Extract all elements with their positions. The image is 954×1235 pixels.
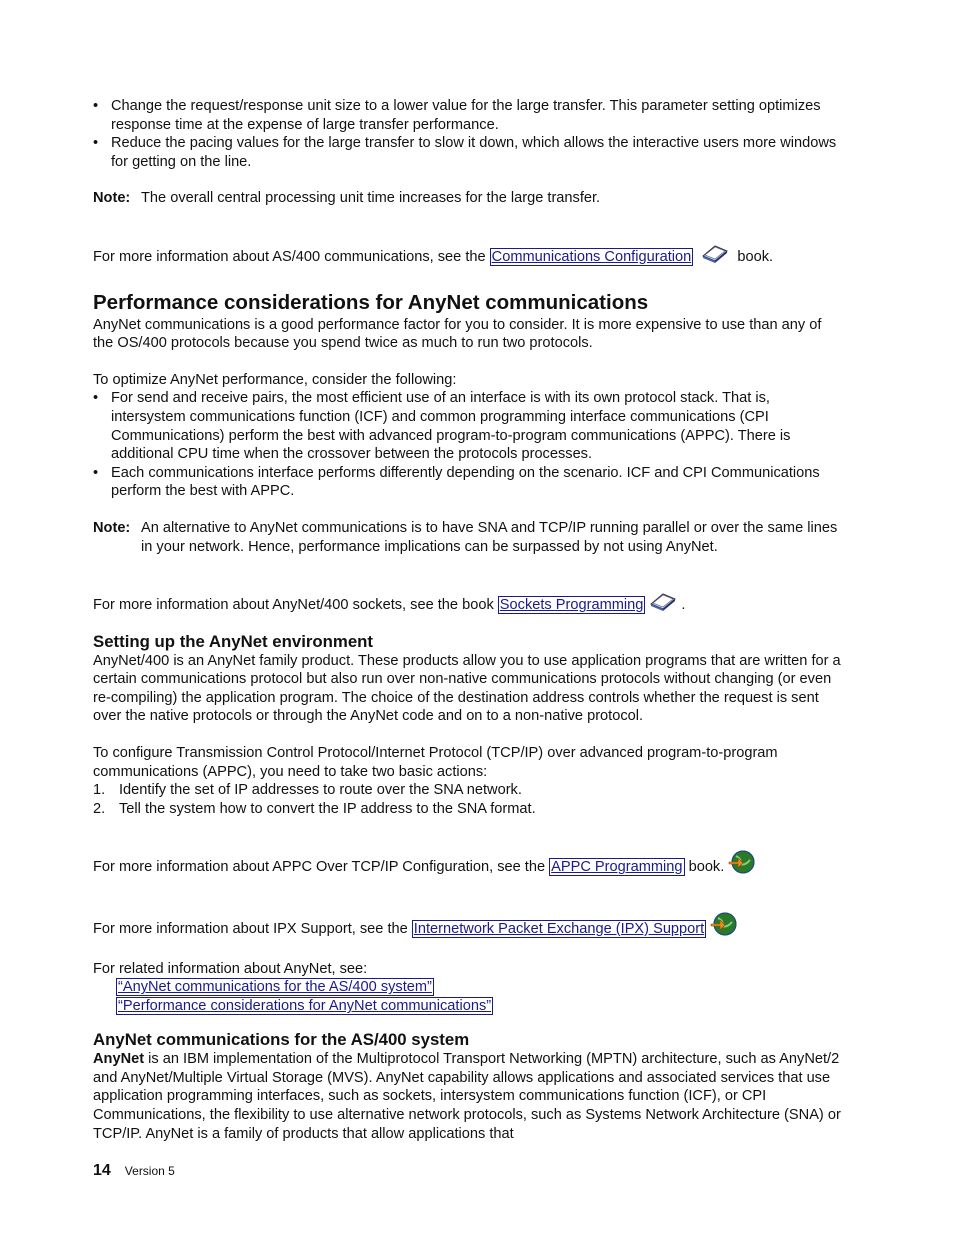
setup-steps-list — [93, 781, 845, 818]
page-footer — [93, 1162, 175, 1180]
sockets-programming-link[interactable]: Sockets Programming — [499, 597, 644, 614]
list-item: • Each communications interface performs differently depending on the scenario. ICF and CPI Communications perform the best with APPC. — [93, 464, 845, 501]
bold-term: AnyNet — [93, 1051, 145, 1068]
communications-configuration-link[interactable]: Communications Configuration — [491, 248, 692, 265]
paragraph: AnyNet is an IBM implementation of the Multiprotocol Transport Networking (MPTN) architecture, such as AnyNet/2 and AnyNet/Multiple Virtual Storage (MVS). AnyNet capability allows applications and associated services that use application programming interfaces, such as sockets, intersystem communications function (ICF), or CPI Communications, the flexibility to use alternative network protocols, such as Systems Network Architecture (SNA) or TCP/IP. AnyNet is a family of products that allow applications that — [93, 1051, 841, 1142]
appc-info-paragraph: For more information about APPC Over TCP/IP Configuration, see the APPC Programming book. — [93, 850, 845, 880]
note-label: Note: — [93, 190, 131, 207]
related-link-performance[interactable]: “Performance considerations for AnyNet communications” — [118, 998, 492, 1015]
version-label: Version 5 — [124, 1164, 175, 1178]
globe-icon — [710, 912, 738, 942]
list-item: • For send and receive pairs, the most efficient use of an interface is with its own protocol stack. That is, intersystem communications function (ICF) and common programming interface communications (CPI Communications) perform the best with advanced program-to-program communications (APPC). There is additional CPU time when the crossover between the protocols processes. — [93, 389, 845, 463]
sockets-info-paragraph: For more information about AnyNet/400 sockets, see the book Sockets Programming . — [93, 590, 845, 618]
list-item: 1. Identify the set of IP addresses to route over the SNA network. — [93, 782, 522, 799]
note-text: The overall central processing unit time increases for the large transfer. — [141, 190, 601, 207]
list-item: • Reduce the pacing values for the large transfer to slow it down, which allows the interactive users more windows for getting on the line. — [93, 134, 845, 171]
paragraph: To optimize AnyNet performance, consider the following: — [93, 371, 457, 388]
book-icon — [701, 242, 729, 270]
list-item: • Change the request/response unit size to a lower value for the large transfer. This parameter setting optimizes response time at the expense of large transfer performance. — [93, 97, 845, 134]
note-label: Note: — [93, 519, 131, 536]
top-bullet-list — [93, 97, 845, 171]
related-links — [93, 978, 845, 1016]
note-text: An alternative to AnyNet communications is to have SNA and TCP/IP running parallel or over the same lines in your network. Hence, performance implications can be surpassed by not using AnyNet. — [141, 519, 838, 555]
section-heading-as400: AnyNet communications for the AS/400 system — [93, 1030, 470, 1050]
section-heading-performance: Performance considerations for AnyNet communications — [93, 290, 649, 314]
related-intro: For related information about AnyNet, see: — [93, 960, 368, 977]
paragraph: AnyNet communications is a good performance factor for you to consider. It is more expensive to use than any of the OS/400 protocols because you spend twice as much to run two protocols. — [93, 316, 822, 352]
appc-programming-link[interactable]: APPC Programming — [551, 859, 683, 876]
section-heading-setup: Setting up the AnyNet environment — [93, 631, 374, 651]
page-body — [93, 97, 845, 1143]
ipx-support-link[interactable]: Internetwork Packet Exchange (IPX) Support — [413, 921, 705, 938]
note — [93, 519, 845, 556]
paragraph: To configure Transmission Control Protocol/Internet Protocol (TCP/IP) over advanced program-to-program communications (APPC), you need to take two basic actions: — [93, 745, 778, 780]
book-icon — [649, 590, 677, 618]
globe-icon — [728, 850, 756, 880]
comm-info-paragraph: For more information about AS/400 communications, see the Communications Configuration book. — [93, 242, 845, 270]
paragraph: AnyNet/400 is an AnyNet family product. These products allow you to use application programs that are written for a certain communications protocol but also run over non-native communications protocols without changing (or even re-compiling) the application program. The choice of the destination address controls whether the request is sent over the native protocols or through the AnyNet code and on to a non-native protocol. — [93, 652, 841, 725]
performance-bullet-list — [93, 389, 845, 501]
page-number: 14 — [93, 1162, 111, 1179]
related-link-as400[interactable]: “AnyNet communications for the AS/400 system” — [118, 979, 432, 996]
note — [93, 189, 845, 208]
list-item: 2. Tell the system how to convert the IP address to the SNA format. — [93, 800, 536, 817]
ipx-info-paragraph: For more information about IPX Support, see the Internetwork Packet Exchange (IPX) Support — [93, 912, 845, 942]
